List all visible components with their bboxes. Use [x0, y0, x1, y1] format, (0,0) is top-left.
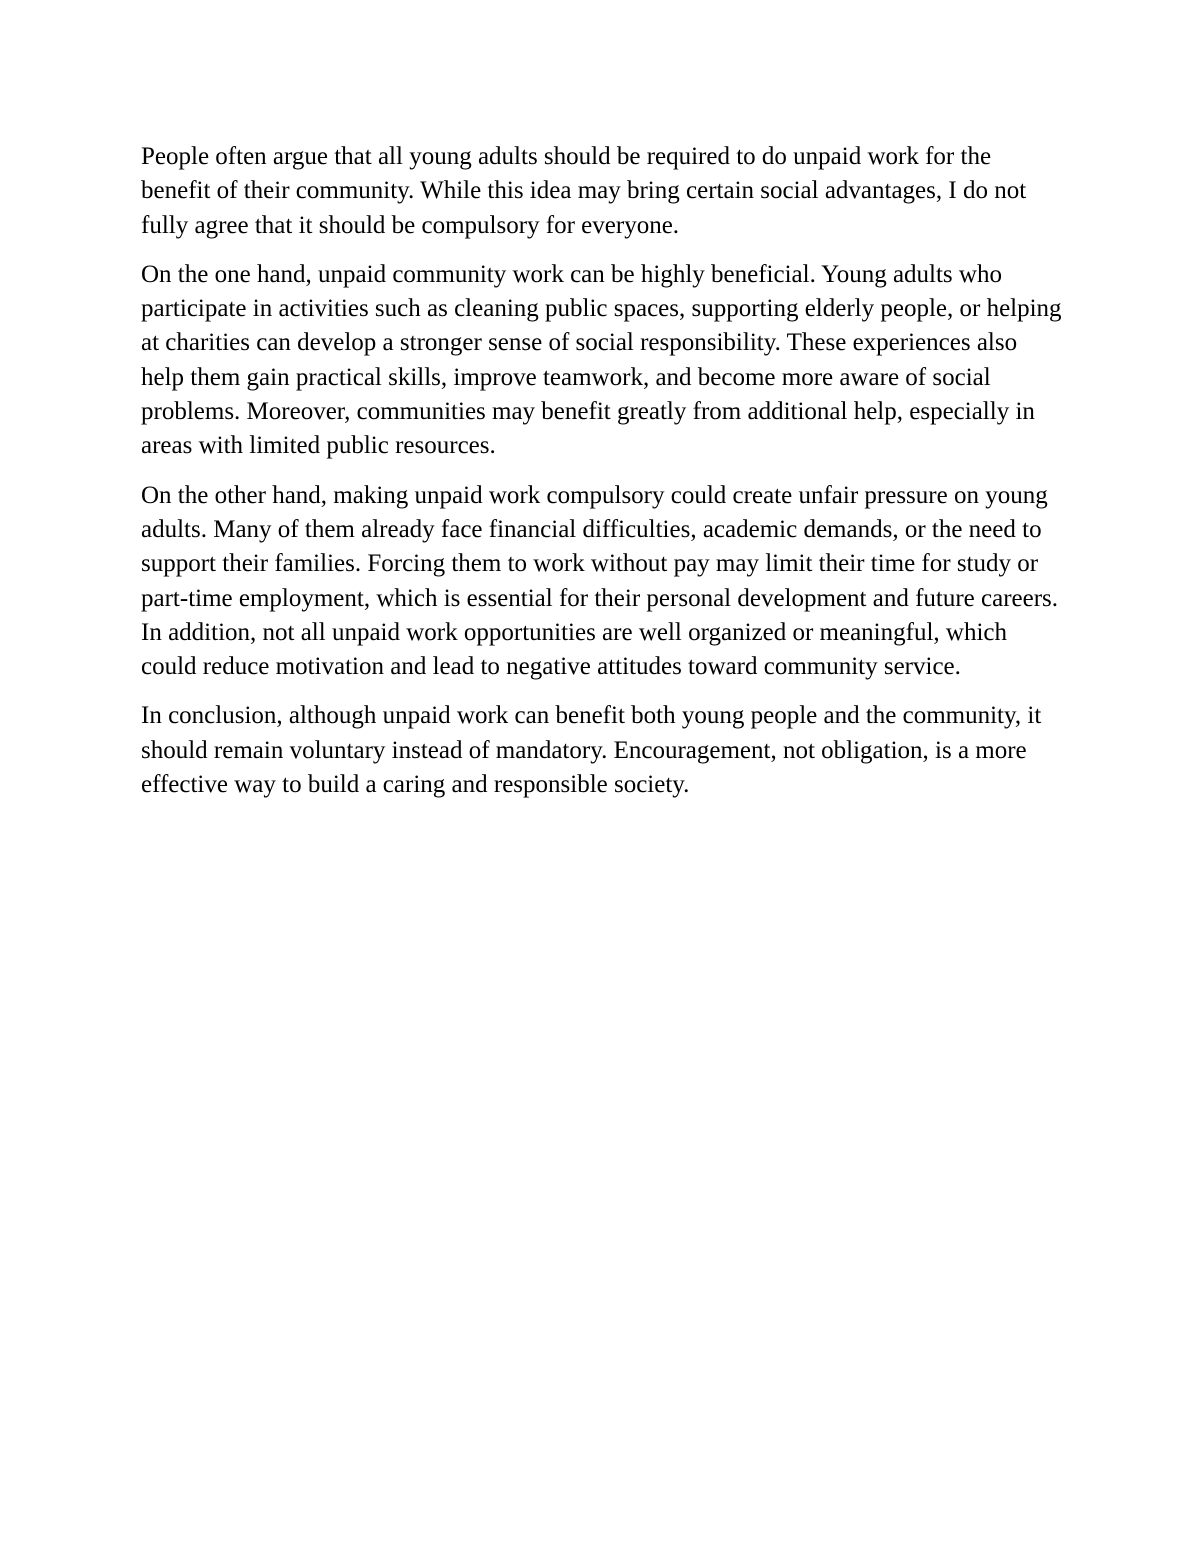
- essay-body: [141, 140, 1066, 817]
- paragraph-advantages: On the one hand, unpaid community work can be highly beneficial. Young adults who participate in activities such as cleaning public spaces, supporting elderly people, or helping at charities can develop a stronger sense of social responsibility. These experiences also help them gain practical skills, improve teamwork, and become more aware of social problems. Moreover, communities may benefit greatly from additional help, especially in areas with limited public resources.: [141, 260, 1062, 460]
- paragraph-introduction: People often argue that all young adults should be required to do unpaid work for the benefit of their community. While this idea may bring certain social advantages, I do not fully agree that it should be compulsory for everyone.: [141, 143, 1027, 239]
- paragraph-conclusion: In conclusion, although unpaid work can benefit both young people and the community, it should remain voluntary instead of mandatory. Encouragement, not obligation, is a more effective way to build a caring and responsible society.: [141, 702, 1042, 799]
- paragraph-disadvantages: On the other hand, making unpaid work compulsory could create unfair pressure on young adults. Many of them already face financial difficulties, academic demands, or the need to support their families. Forcing them to work without pay may limit their time for study or part-time employment, which is essential for their personal development and future careers. In addition, not all unpaid work opportunities are well organized or meaningful, which could reduce motivation and lead to negative attitudes toward community service.: [141, 481, 1059, 681]
